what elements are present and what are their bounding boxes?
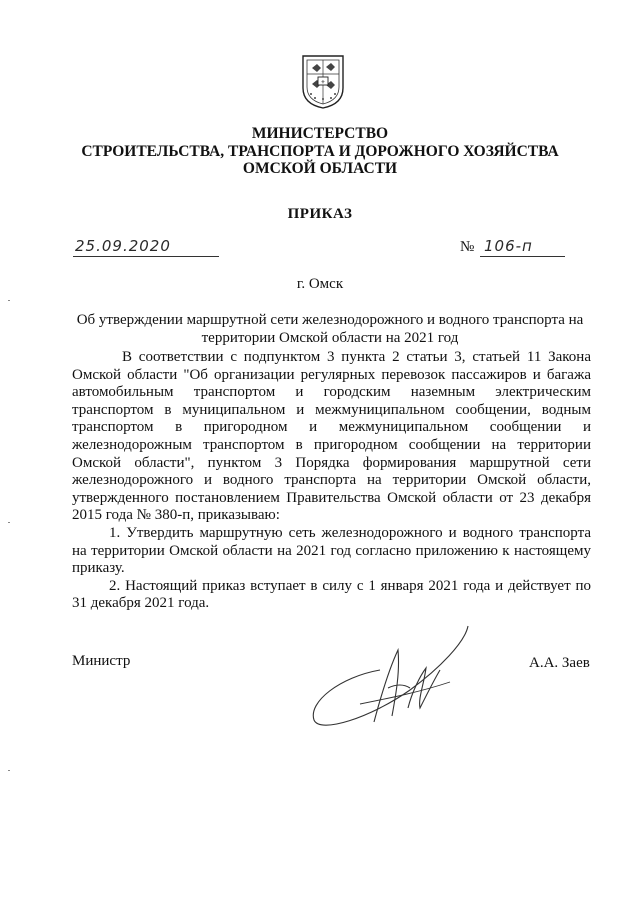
svg-text:⚜: ⚜ (320, 79, 326, 86)
handwritten-signature (300, 612, 475, 737)
handwritten-number: 106-п (484, 237, 533, 255)
document-type-title: ПРИКАЗ (287, 206, 353, 222)
ministry-name (60, 125, 580, 178)
scan-mark (8, 522, 10, 523)
date-field (73, 234, 219, 257)
coat-of-arms-emblem (300, 52, 346, 110)
ministry-line: ОМСКОЙ ОБЛАСТИ (242, 160, 398, 177)
handwritten-date: 25.09.2020 (75, 237, 171, 255)
signer-title: Министр (72, 653, 131, 669)
number-label: № (460, 239, 475, 255)
document-subject: Об утверждении маршрутной сети железнодорожного и водного транспорта на территории Омской области на 2021 год (76, 312, 584, 346)
preamble-paragraph: В соответствии с подпунктом 3 пункта 2 статьи 3, статьей 11 Закона Омской области "Об организации регулярных перевозок пассажиров и багажа автомобильным транспортом и городским наземным электрическим транспортом в муниципальном и межмуниципальном сообщении, водным транспортом в пригородном и межмуниципальном сообщении и железнодорожным транспортом в пригородном сообщении на территории Омской области", пунктом 3 Порядка формирования маршрутной сети железнодорожного и водного транспорта на территории Омской области, утвержденного постановлением Правительства Омской области от 23 декабря 2015 года № 380-п, приказываю: (72, 349, 591, 524)
number-field (480, 234, 565, 257)
scan-mark (8, 300, 10, 301)
ministry-line: МИНИСТЕРСТВО (251, 125, 389, 142)
order-item-1: 1. Утвердить маршрутную сеть железнодорожного и водного транспорта на территории Омской области на 2021 год согласно приложению к настоящему приказу. (72, 524, 591, 577)
scan-mark (8, 770, 10, 771)
signer-name: А.А. Заев (529, 655, 590, 671)
document-body (72, 349, 591, 613)
order-item-2: 2. Настоящий приказ вступает в силу с 1 января 2021 года и действует по 31 декабря 2021 года. (72, 577, 591, 612)
city: г. Омск (296, 276, 344, 292)
ministry-line: СТРОИТЕЛЬСТВА, ТРАНСПОРТА И ДОРОЖНОГО ХОЗЯЙСТВА (81, 142, 559, 160)
